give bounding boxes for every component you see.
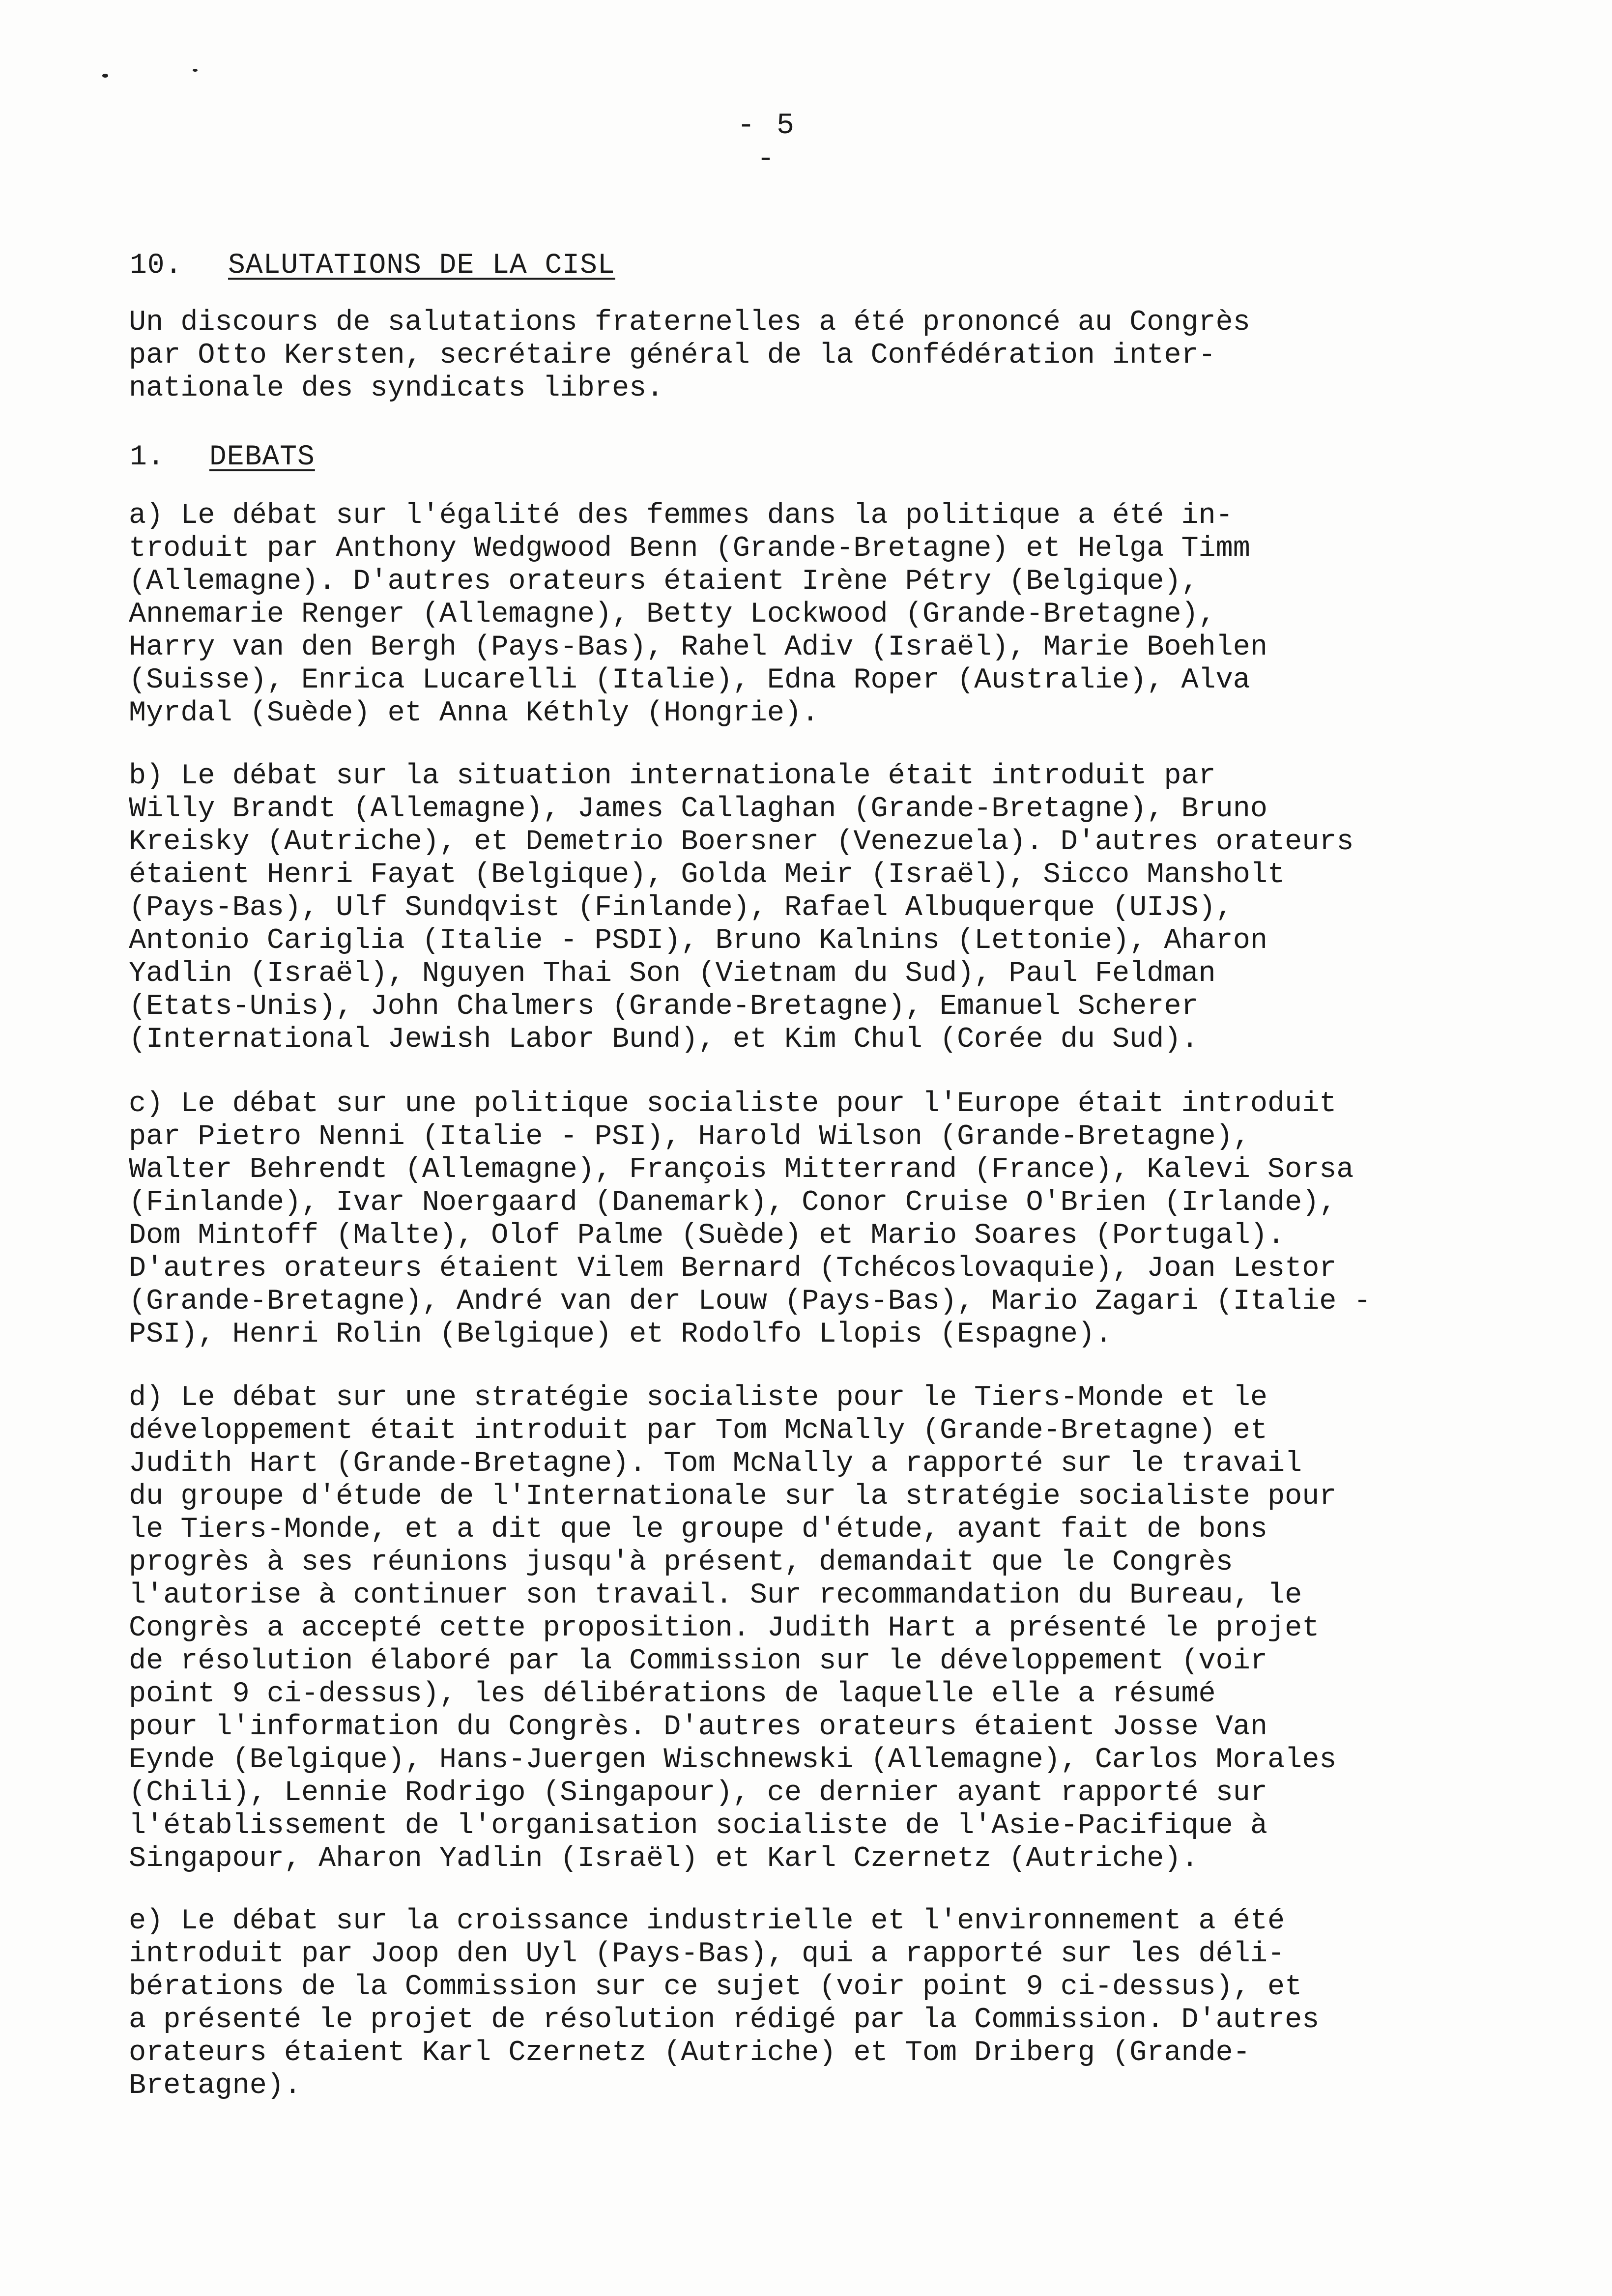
debate-c-paragraph [129,1087,1554,1350]
debate-a-paragraph [129,499,1554,729]
paragraph-line: du groupe d'étude de l'Internationale sur la stratégie socialiste pour [129,1480,1337,1513]
scan-speck [193,69,198,72]
paragraph-line: de résolution élaboré par la Commission sur le développement (voir [129,1644,1267,1677]
paragraph-line: l'établissement de l'organisation socialiste de l'Asie-Pacifique à [129,1809,1267,1842]
paragraph-line: nationale des syndicats libres. [129,372,664,404]
paragraph-line: (Finlande), Ivar Noergaard (Danemark), Conor Cruise O'Brien (Irlande), [129,1186,1337,1219]
paragraph-line: progrès à ses réunions jusqu'à présent, demandait que le Congrès [129,1546,1233,1578]
scan-speck [102,74,108,78]
paragraph-line: par Pietro Nenni (Italie - PSI), Harold Wilson (Grande-Bretagne), [129,1120,1250,1153]
paragraph-line: Annemarie Renger (Allemagne), Betty Lockwood (Grande-Bretagne), [129,598,1216,631]
paragraph-line: troduit par Anthony Wedgwood Benn (Grande-Bretagne) et Helga Timm [129,532,1250,565]
paragraph-line: Willy Brandt (Allemagne), James Callaghan (Grande-Bretagne), Bruno [129,792,1267,825]
section-11-number: 1. [130,441,165,473]
paragraph-line: (Suisse), Enrica Lucarelli (Italie), Edna Roper (Australie), Alva [129,663,1250,696]
paragraph-line: e) Le débat sur la croissance industrielle et l'environnement a été [129,1904,1285,1937]
paragraph-line: pour l'information du Congrès. D'autres orateurs étaient Josse Van [129,1710,1267,1743]
debate-b-paragraph [129,759,1554,1056]
paragraph-line: Judith Hart (Grande-Bretagne). Tom McNally a rapporté sur le travail [129,1447,1302,1480]
paragraph-line: (Chili), Lennie Rodrigo (Singapour), ce dernier ayant rapporté sur [129,1776,1267,1809]
paragraph-line: (Allemagne). D'autres orateurs étaient Irène Pétry (Belgique), [129,565,1199,598]
paragraph-line: d) Le débat sur une stratégie socialiste pour le Tiers-Monde et le [129,1381,1267,1414]
section-10-paragraph [129,306,1554,404]
paragraph-line: introduit par Joop den Uyl (Pays-Bas), qui a rapporté sur les déli- [129,1937,1285,1970]
paragraph-line: (Pays-Bas), Ulf Sundqvist (Finlande), Rafael Albuquerque (UIJS), [129,891,1233,924]
paragraph-line: Un discours de salutations fraternelles a été prononcé au Congrès [129,306,1250,339]
paragraph-line: le Tiers-Monde, et a dit que le groupe d'étude, ayant fait de bons [129,1513,1267,1546]
paragraph-line: Singapour, Aharon Yadlin (Israël) et Karl Czernetz (Autriche). [129,1842,1199,1875]
paragraph-line: l'autorise à continuer son travail. Sur recommandation du Bureau, le [129,1578,1302,1611]
page-number: - 5 - [737,109,797,176]
paragraph-line: a présenté le projet de résolution rédigé par la Commission. D'autres [129,2003,1320,2036]
paragraph-line: Eynde (Belgique), Hans-Juergen Wischnewski (Allemagne), Carlos Morales [129,1743,1337,1776]
paragraph-line: a) Le débat sur l'égalité des femmes dans la politique a été in- [129,499,1233,532]
paragraph-line: Antonio Cariglia (Italie - PSDI), Bruno Kalnins (Lettonie), Aharon [129,924,1267,957]
paragraph-line: Yadlin (Israël), Nguyen Thai Son (Vietnam du Sud), Paul Feldman [129,957,1216,990]
paragraph-line: c) Le débat sur une politique socialiste pour l'Europe était introduit [129,1087,1337,1120]
section-11-heading [130,441,315,473]
paragraph-line: par Otto Kersten, secrétaire général de la Confédération inter- [129,339,1216,372]
paragraph-line: Dom Mintoff (Malte), Olof Palme (Suède) et Mario Soares (Portugal). [129,1219,1285,1252]
paragraph-line: Harry van den Bergh (Pays-Bas), Rahel Adiv (Israël), Marie Boehlen [129,631,1267,663]
paragraph-line: Myrdal (Suède) et Anna Kéthly (Hongrie). [129,696,819,729]
paragraph-line: PSI), Henri Rolin (Belgique) et Rodolfo Llopis (Espagne). [129,1318,1113,1350]
paragraph-line: développement était introduit par Tom McNally (Grande-Bretagne) et [129,1414,1267,1447]
paragraph-line: b) Le débat sur la situation internationale était introduit par [129,759,1216,792]
paragraph-line: Congrès a accepté cette proposition. Judith Hart a présenté le projet [129,1611,1320,1644]
debate-e-paragraph [129,1904,1554,2102]
paragraph-line: bérations de la Commission sur ce sujet (voir point 9 ci-dessus), et [129,1970,1302,2003]
paragraph-line: (Etats-Unis), John Chalmers (Grande-Bretagne), Emanuel Scherer [129,990,1199,1023]
section-10-number: 10. [130,250,183,282]
paragraph-line: point 9 ci-dessus), les délibérations de laquelle elle a résumé [129,1677,1216,1710]
paragraph-line: Bretagne). [129,2069,302,2102]
paragraph-line: Kreisky (Autriche), et Demetrio Boersner (Venezuela). D'autres orateurs [129,825,1354,858]
paragraph-line: (Grande-Bretagne), André van der Louw (Pays-Bas), Mario Zagari (Italie - [129,1285,1371,1318]
paragraph-line: D'autres orateurs étaient Vilem Bernard (Tchécoslovaquie), Joan Lestor [129,1252,1337,1285]
paragraph-line: (International Jewish Labor Bund), et Kim Chul (Corée du Sud). [129,1023,1199,1056]
section-10-title: SALUTATIONS DE LA CISL [228,250,615,282]
paragraph-line: orateurs étaient Karl Czernetz (Autriche) et Tom Driberg (Grande- [129,2036,1250,2069]
section-11-title: DEBATS [209,441,315,473]
debate-d-paragraph [129,1381,1554,1875]
paragraph-line: Walter Behrendt (Allemagne), François Mitterrand (France), Kalevi Sorsa [129,1153,1354,1186]
section-10-heading [130,250,615,282]
paragraph-line: étaient Henri Fayat (Belgique), Golda Meir (Israël), Sicco Mansholt [129,858,1285,891]
